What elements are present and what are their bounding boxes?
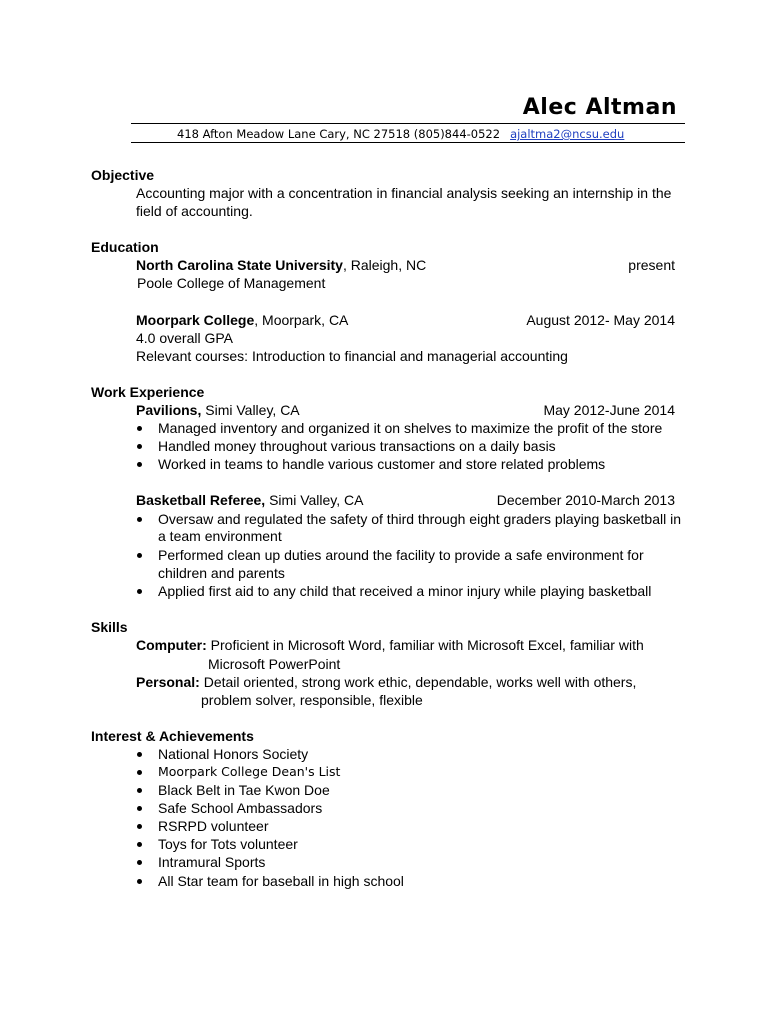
computer-text-continuation: Microsoft PowerPoint [208,656,341,672]
ncsu-college: Poole College of Management [137,275,326,291]
list-item: Managed inventory and organized it on shelves to maximize the profit of the store [137,419,662,437]
ncsu-date: present [628,257,675,273]
work-heading: Work Experience [91,384,205,400]
moorpark-name: Moorpark College [136,312,255,328]
list-item: Performed clean up duties around the facility to provide a safe environment for [137,546,644,564]
contact-line [177,126,624,142]
personal-text-continuation: problem solver, responsible, flexible [201,692,423,708]
objective-text-line1: Accounting major with a concentration in financial analysis seeking an internship in the [136,185,672,201]
relevant-courses: Relevant courses: Introduction to financial and managerial accounting [136,348,568,364]
job-pavilions [136,401,300,419]
list-item-continuation: children and parents [158,565,285,581]
job-referee [136,491,363,509]
gpa: 4.0 overall GPA [136,330,234,346]
objective-heading: Objective [91,167,155,183]
objective-text-line2: field of accounting. [136,203,253,219]
personal-label: Personal: [136,674,200,690]
contact-address: 418 Afton Meadow Lane Cary, NC 27518 (805)844-0522 [177,127,501,141]
moorpark-date: August 2012- May 2014 [526,312,675,328]
list-item: Applied first aid to any child that received a minor injury while playing basketball [137,582,651,600]
computer-label: Computer: [136,637,207,653]
computer-text: Proficient in Microsoft Word, familiar with Microsoft Excel, familiar with [206,637,644,653]
job2-name: Basketball Referee, [136,492,266,508]
education-ncsu [136,256,426,274]
moorpark-location: , Moorpark, CA [254,312,349,328]
skills-computer [136,636,644,654]
ncsu-location: , Raleigh, NC [342,257,427,273]
job1-location: Simi Valley, CA [201,402,300,418]
list-item: Moorpark College Dean's List [137,763,340,781]
job1-date: May 2012-June 2014 [543,402,675,418]
list-item: Black Belt in Tae Kwon Doe [137,781,330,799]
list-item: All Star team for baseball in high school [137,872,404,890]
job2-location: Simi Valley, CA [265,492,364,508]
email-link[interactable]: ajaltma2@ncsu.edu [510,127,625,141]
education-heading: Education [91,239,159,255]
list-item: Safe School Ambassadors [137,799,322,817]
list-item: Intramural Sports [137,853,265,871]
list-item: Toys for Tots volunteer [137,835,298,853]
ncsu-name: North Carolina State University [136,257,343,273]
list-item-continuation: a team environment [158,528,282,544]
list-item: Handled money throughout various transactions on a daily basis [137,437,556,455]
skills-personal [136,673,636,691]
list-item: Worked in teams to handle various customer and store related problems [137,455,605,473]
header-top-rule [131,123,685,124]
job2-date: December 2010-March 2013 [496,492,675,508]
resume-name: Alec Altman [522,95,677,120]
personal-text: Detail oriented, strong work ethic, dependable, works well with others, [199,674,637,690]
skills-heading: Skills [91,619,128,635]
education-moorpark [136,311,348,329]
header-bottom-rule [131,142,685,143]
list-item: National Honors Society [137,745,308,763]
list-item: Oversaw and regulated the safety of third through eight graders playing basketball in [137,510,681,528]
job1-name: Pavilions, [136,402,202,418]
interests-heading: Interest & Achievements [91,728,254,744]
list-item: RSRPD volunteer [137,817,269,835]
